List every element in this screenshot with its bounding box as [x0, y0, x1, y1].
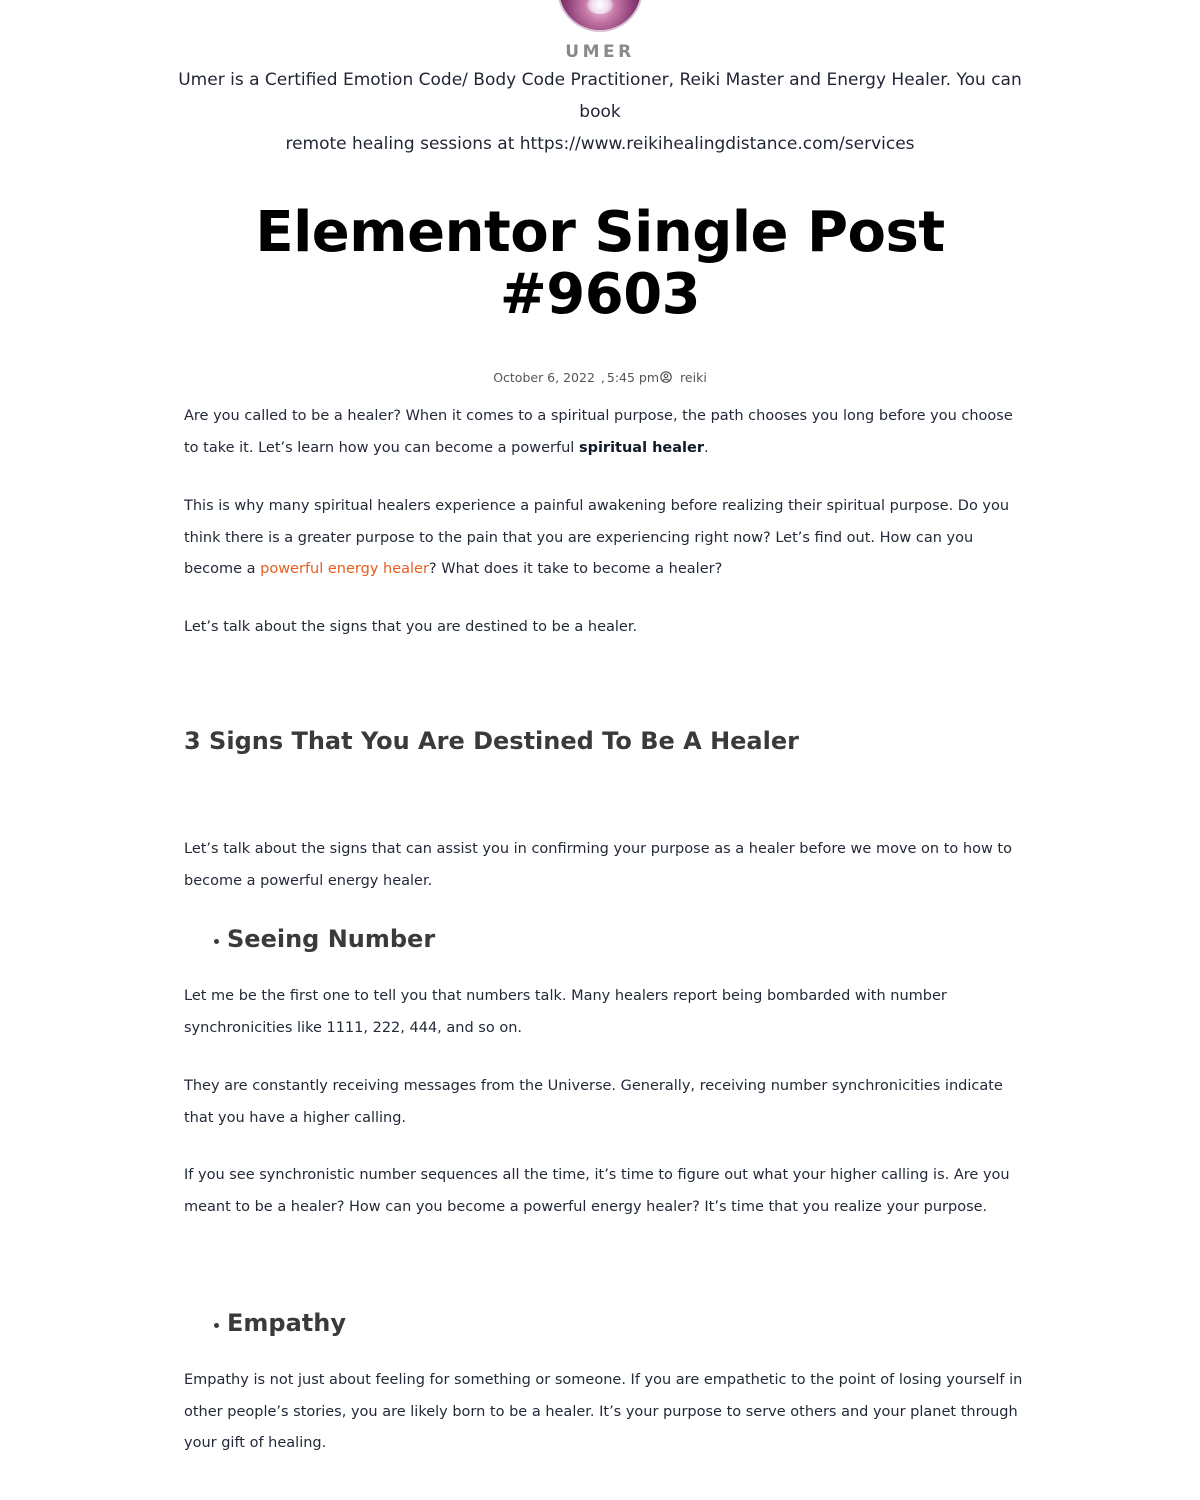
section-heading-signs: 3 Signs That You Are Destined To Be A Healer	[184, 727, 799, 755]
paragraph-awakening	[184, 491, 1024, 586]
paragraph-higher-calling: If you see synchronistic number sequences all the time, it’s time to figure out what your higher calling is. Are you meant to be a healer? How can you become a powerful energy healer? It’s time that you realize your purpose.	[184, 1167, 1010, 1215]
paragraph-awakening-end: ? What does it take to become a healer?	[428, 561, 723, 577]
spiritual-healer-bold: spiritual healer	[578, 439, 704, 456]
author-bio-line-2: remote healing sessions at https://www.reikihealingdistance.com/services	[285, 134, 915, 154]
subheading-seeing-number: Seeing Number	[227, 925, 436, 953]
paragraph-intro-text: Are you called to be a healer? When it comes to a spiritual purpose, the path chooses you long before you choose to take it. Let’s learn how you can become a powerful	[184, 408, 1013, 456]
author-name[interactable]: UMER	[565, 42, 635, 62]
paragraph-signs-intro: Let’s talk about the signs that you are destined to be a healer.	[184, 619, 638, 635]
author-avatar[interactable]	[557, 0, 643, 32]
author-bio	[170, 64, 1030, 160]
paragraph-awakening-text: This is why many spiritual healers experience a painful awakening before realizing their spiritual purpose. Do you think there is a greater purpose to the pain that you are experiencing right now? Let’s find out. How can you become a	[184, 498, 1010, 577]
paragraph-numbers-talk: Let me be the first one to tell you that numbers talk. Many healers report being bombarded with number synchronicities like 1111, 222, 444, and so on.	[184, 988, 947, 1036]
paragraph-confirm-purpose: Let’s talk about the signs that can assist you in confirming your purpose as a healer before we move on to how to become a powerful energy healer.	[184, 841, 1012, 889]
post-title	[100, 202, 1100, 326]
paragraph-empathy: Empathy is not just about feeling for something or someone. If you are empathetic to the point of losing yourself in other people’s stories, you are likely born to be a healer. It’s your purpose to serve others and your planet through your gift of healing.	[184, 1372, 1023, 1451]
powerful-energy-healer-link[interactable]: powerful energy healer	[260, 561, 429, 577]
meta-separator: ,	[600, 370, 605, 385]
paragraph-intro	[184, 401, 1024, 464]
post-meta	[0, 370, 1200, 385]
subheading-empathy: Empathy	[227, 1309, 346, 1337]
paragraph-intro-end: .	[704, 439, 709, 456]
avatar-glow	[587, 0, 613, 14]
post-title-line-1: Elementor Single Post	[255, 200, 945, 265]
post-title-line-2: #9603	[499, 262, 701, 327]
list-item-empathy	[214, 1309, 346, 1337]
author-bio-line-1: Umer is a Certified Emotion Code/ Body Code Practitioner, Reiki Master and Energy Healer. You can book	[178, 70, 1022, 122]
list-item-seeing-number	[214, 925, 435, 953]
user-circle-icon	[660, 371, 672, 383]
bullet-icon	[214, 1323, 219, 1328]
bullet-icon	[214, 939, 219, 944]
post-time[interactable]: 5:45 pm	[606, 370, 660, 385]
paragraph-universe-messages: They are constantly receiving messages from the Universe. Generally, receiving number synchronicities indicate that you have a higher calling.	[184, 1078, 1003, 1126]
post-date[interactable]: October 6, 2022	[493, 370, 595, 385]
post-author-meta[interactable]: reiki	[680, 370, 707, 385]
